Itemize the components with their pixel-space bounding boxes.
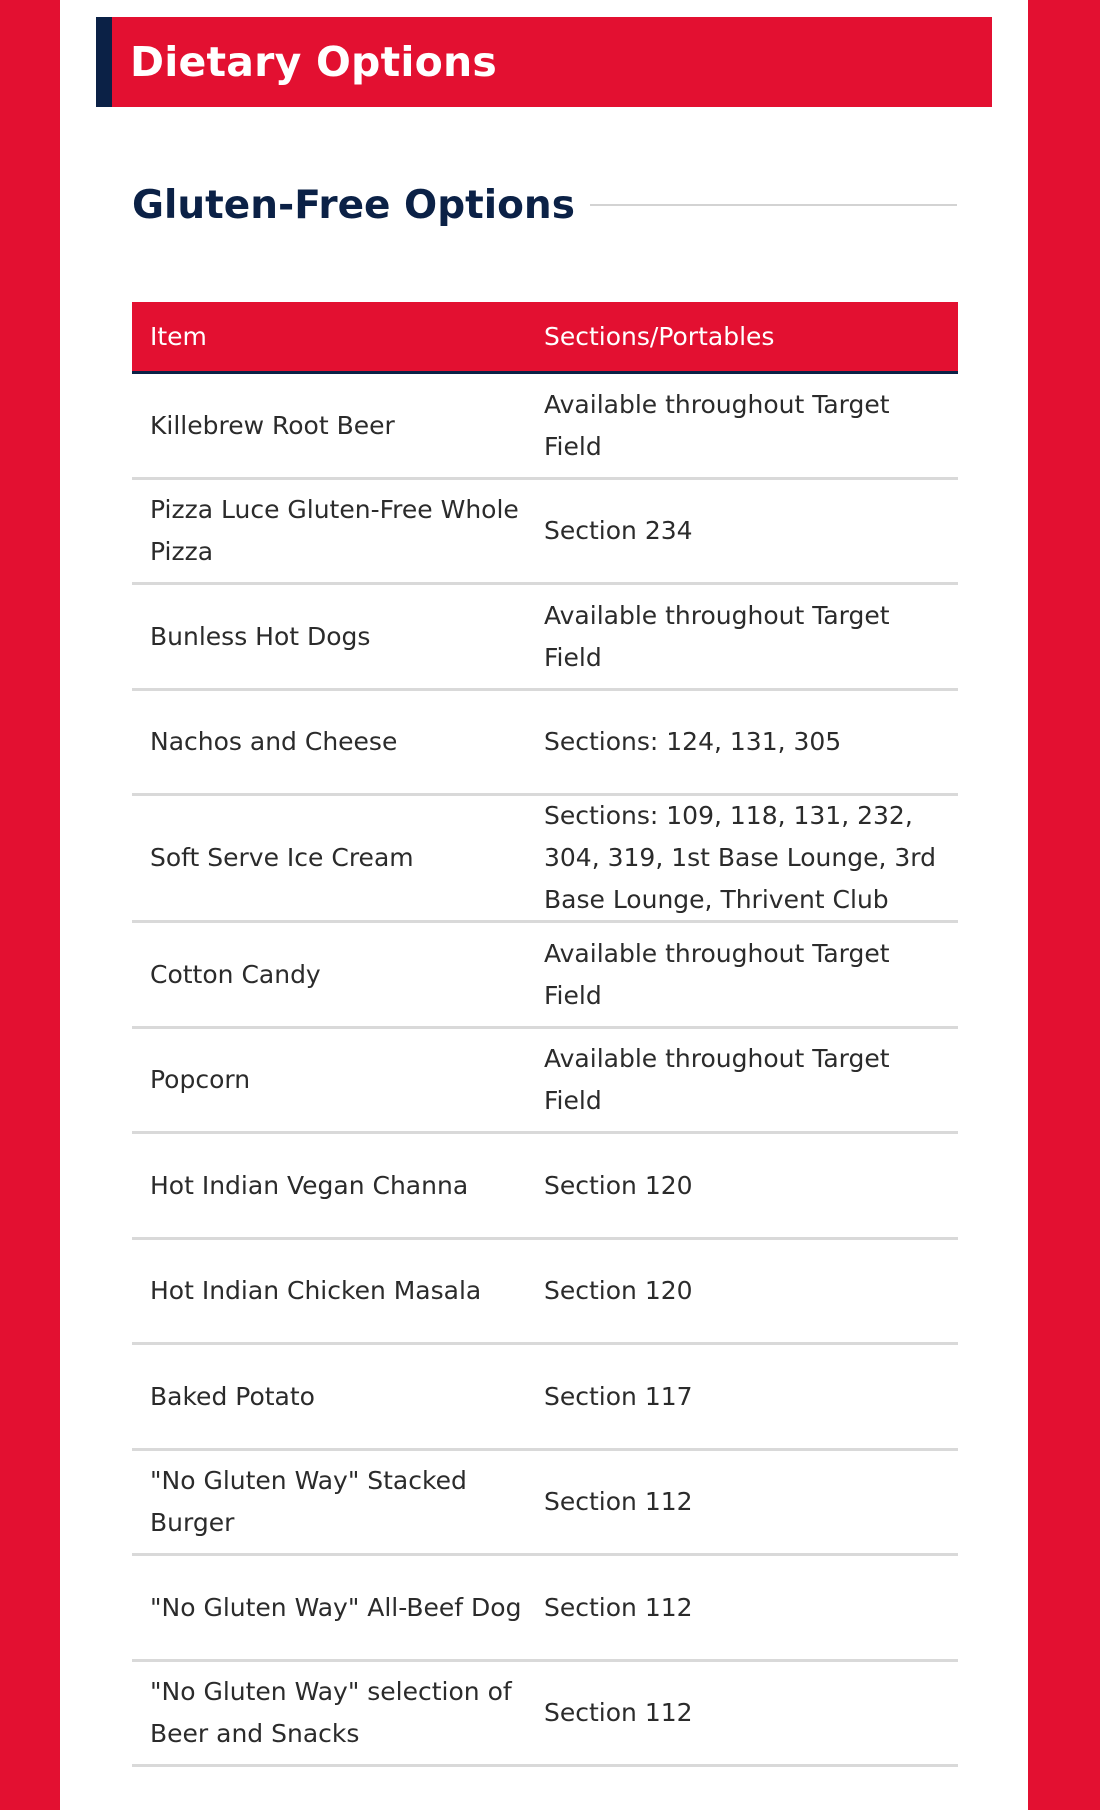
table-row [132, 480, 958, 585]
table-row [132, 1662, 958, 1767]
item-cell: "No Gluten Way" Stacked Burger [150, 1466, 467, 1537]
location-cell: Section 234 [544, 516, 693, 545]
dietary-options-banner [96, 17, 992, 107]
location-cell: Section 120 [544, 1276, 693, 1305]
gluten-free-table [132, 302, 958, 1767]
item-cell: Bunless Hot Dogs [150, 621, 371, 651]
content-panel [60, 0, 1028, 1810]
column-header-sections: Sections/Portables [544, 322, 775, 351]
item-cell: "No Gluten Way" selection of Beer and Snacks [150, 1677, 512, 1748]
table-header [132, 302, 958, 374]
table-row [132, 1240, 958, 1345]
location-cell: Section 112 [544, 1487, 693, 1516]
location-cell: Sections: 124, 131, 305 [544, 727, 842, 756]
item-cell: Baked Potato [150, 1381, 315, 1411]
item-cell: Killebrew Root Beer [150, 410, 395, 440]
table-row [132, 1345, 958, 1451]
section-title: Gluten-Free Options [132, 183, 575, 228]
table-row [132, 923, 958, 1029]
item-cell: Nachos and Cheese [150, 727, 398, 756]
location-cell: Available throughout Target Field [544, 600, 890, 672]
column-header-item: Item [150, 322, 207, 351]
location-cell: Section 112 [544, 1592, 693, 1622]
table-row [132, 691, 958, 796]
item-cell: Popcorn [150, 1065, 251, 1094]
location-cell: Sections: 109, 118, 131, 232, 304, 319, 1st Base Lounge, 3rd Base Lounge, Thrivent Club [544, 801, 936, 914]
item-cell: Soft Serve Ice Cream [150, 843, 414, 872]
banner-title: Dietary Options [130, 38, 497, 86]
item-cell: "No Gluten Way" All-Beef Dog [150, 1592, 522, 1622]
item-cell: Hot Indian Vegan Channa [150, 1170, 469, 1200]
location-cell: Section 117 [544, 1381, 693, 1411]
table-row [132, 1556, 958, 1662]
table-row [132, 1451, 958, 1556]
location-cell: Section 112 [544, 1698, 693, 1727]
table-row [132, 585, 958, 691]
item-cell: Pizza Luce Gluten-Free Whole Pizza [150, 495, 519, 566]
title-divider [590, 204, 957, 206]
table-row [132, 796, 958, 923]
table-row [132, 1029, 958, 1134]
location-cell: Available throughout Target Field [544, 938, 890, 1010]
location-cell: Section 120 [544, 1170, 693, 1200]
location-cell: Available throughout Target Field [544, 389, 890, 461]
item-cell: Hot Indian Chicken Masala [150, 1276, 482, 1305]
location-cell: Available throughout Target Field [544, 1044, 890, 1115]
table-row [132, 1134, 958, 1240]
table-row [132, 374, 958, 480]
item-cell: Cotton Candy [150, 959, 321, 989]
